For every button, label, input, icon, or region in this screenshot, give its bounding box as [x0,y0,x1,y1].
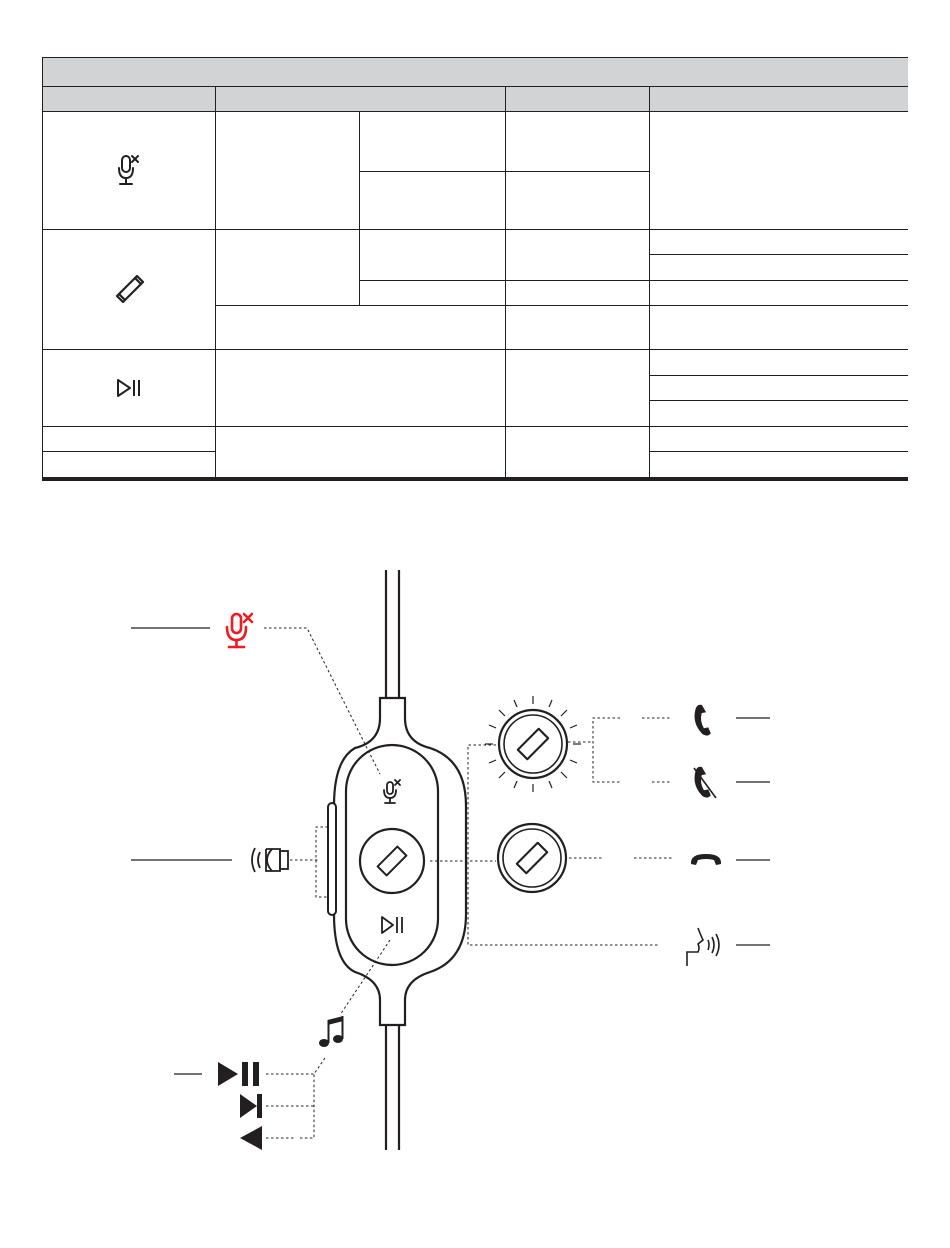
table-cell [650,255,908,280]
volume-rocker[interactable] [328,803,336,915]
table-header-result [650,87,908,111]
table-play-icon-cell [43,350,215,426]
call-button-icon[interactable] [360,829,424,893]
play-pause-icon [115,377,143,399]
answer-call-icon [690,704,718,737]
table-cell [650,452,908,477]
reject-call-icon [690,766,718,799]
table-cell [506,112,649,171]
table-cell [360,172,505,229]
table-cell [506,427,649,477]
mic-mute-red-icon [227,614,252,647]
inline-controller-diagram [0,540,950,1180]
table-cell [650,350,908,375]
voice-assistant-icon [687,928,719,966]
table-cell [650,281,908,305]
table-cell [360,230,505,280]
table-cell [360,112,505,171]
music-note-icon [319,1016,344,1047]
table-cell [650,401,908,426]
end-call-icon [691,854,721,865]
next-track-icon [240,1094,262,1118]
table-cell [216,306,505,349]
table-cell [506,306,649,349]
table-cell [650,427,908,451]
play-pause-large-icon [218,1062,259,1086]
table-mute-icon-cell [43,112,215,229]
table-cell [650,376,908,400]
call-button-blinking-icon [485,696,581,792]
table-title [43,58,908,86]
controls-table [42,57,908,481]
previous-track-icon [240,1126,262,1150]
table-cell [216,427,505,477]
table-cell [506,230,649,280]
table-header-button [43,87,215,111]
table-header-action [216,87,505,111]
phone-handset-icon [109,270,149,310]
table-cell [506,172,649,229]
table-cell [506,350,649,426]
mic-mute-icon [117,153,141,189]
table-header-light [506,87,649,111]
table-cell [43,452,215,477]
table-cell [650,112,908,229]
table-cell [506,281,649,305]
table-cell [43,427,215,451]
table-cell [216,350,505,426]
table-cell [216,230,359,305]
call-button-lit-icon [498,824,566,892]
table-cell [650,306,908,349]
table-call-icon-cell [43,230,215,349]
volume-speaker-icon [252,848,288,872]
table-cell [216,112,359,229]
table-cell [360,281,505,305]
leader-lines [264,628,672,1138]
table-cell [650,230,908,254]
